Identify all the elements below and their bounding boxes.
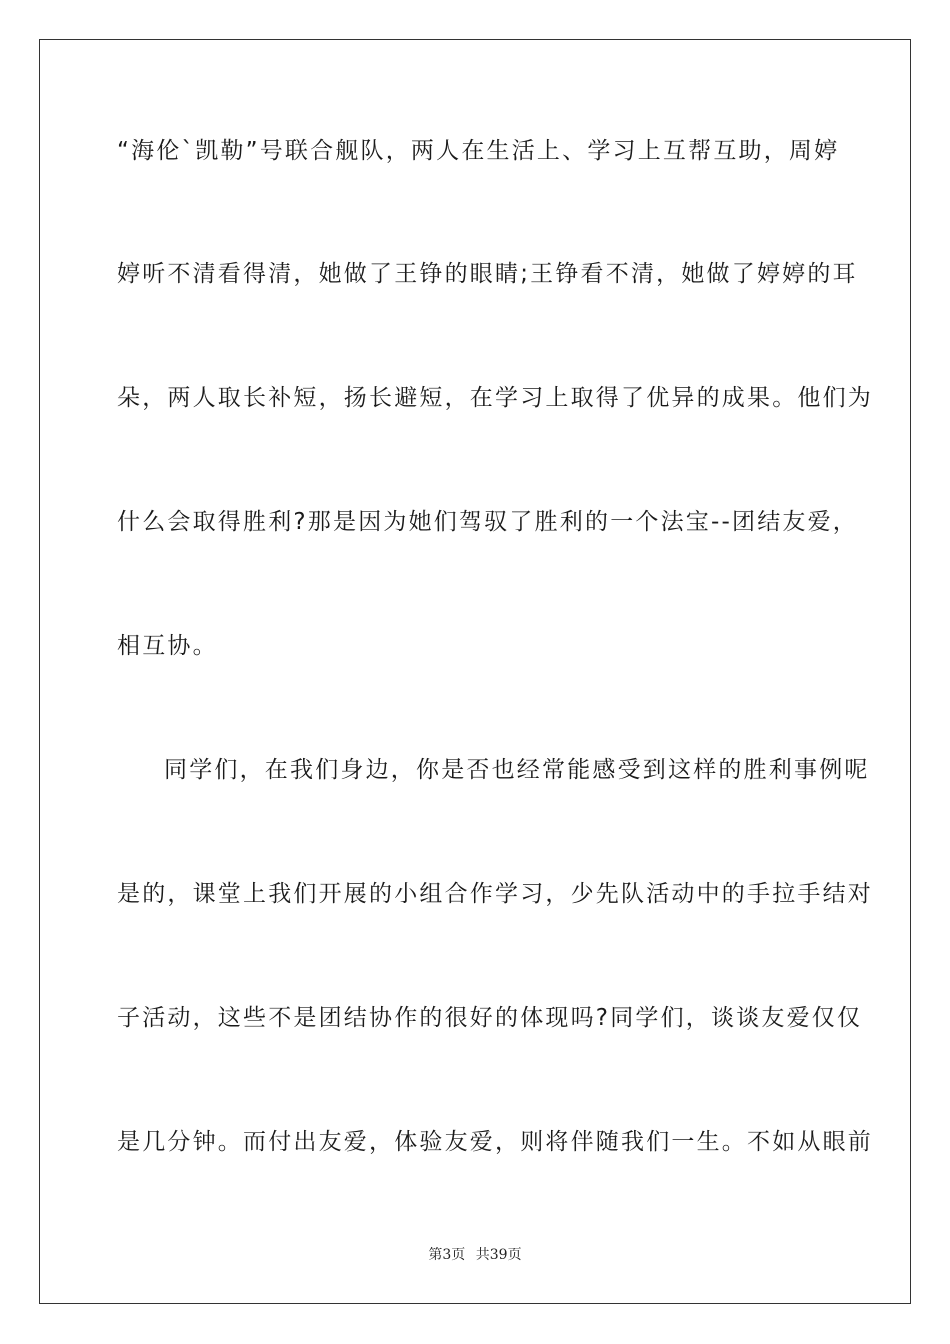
- page-border: [39, 39, 911, 1304]
- text-line-3: 朵，两人取长补短，扬长避短，在学习上取得了优异的成果。他们为: [117, 385, 873, 411]
- text-line-4: 什么会取得胜利?那是因为她们驾驭了胜利的一个法宝--团结友爱，: [117, 509, 859, 535]
- text-line-2: 婷听不清看得清，她做了王铮的眼睛;王铮看不清，她做了婷婷的耳: [117, 261, 858, 287]
- text-line-1: “海伦`凯勒”号联合舰队，两人在生活上、学习上互帮互助，周婷: [117, 138, 840, 164]
- page-footer: [0, 1246, 950, 1264]
- text-line-9: 是几分钟。而付出友爱，体验友爱，则将伴随我们一生。不如从眼前: [117, 1129, 873, 1155]
- text-line-7: 是的，课堂上我们开展的小组合作学习，少先队活动中的手拉手结对: [117, 881, 873, 907]
- total-pages: 共39页: [475, 1247, 522, 1263]
- page-number: 第3页: [428, 1247, 466, 1263]
- text-line-8: 子活动，这些不是团结协作的很好的体现吗?同学们，谈谈友爱仅仅: [117, 1005, 863, 1031]
- text-line-5: 相互协。: [117, 633, 218, 659]
- text-line-6: 同学们，在我们身边，你是否也经常能感受到这样的胜利事例呢: [164, 757, 870, 783]
